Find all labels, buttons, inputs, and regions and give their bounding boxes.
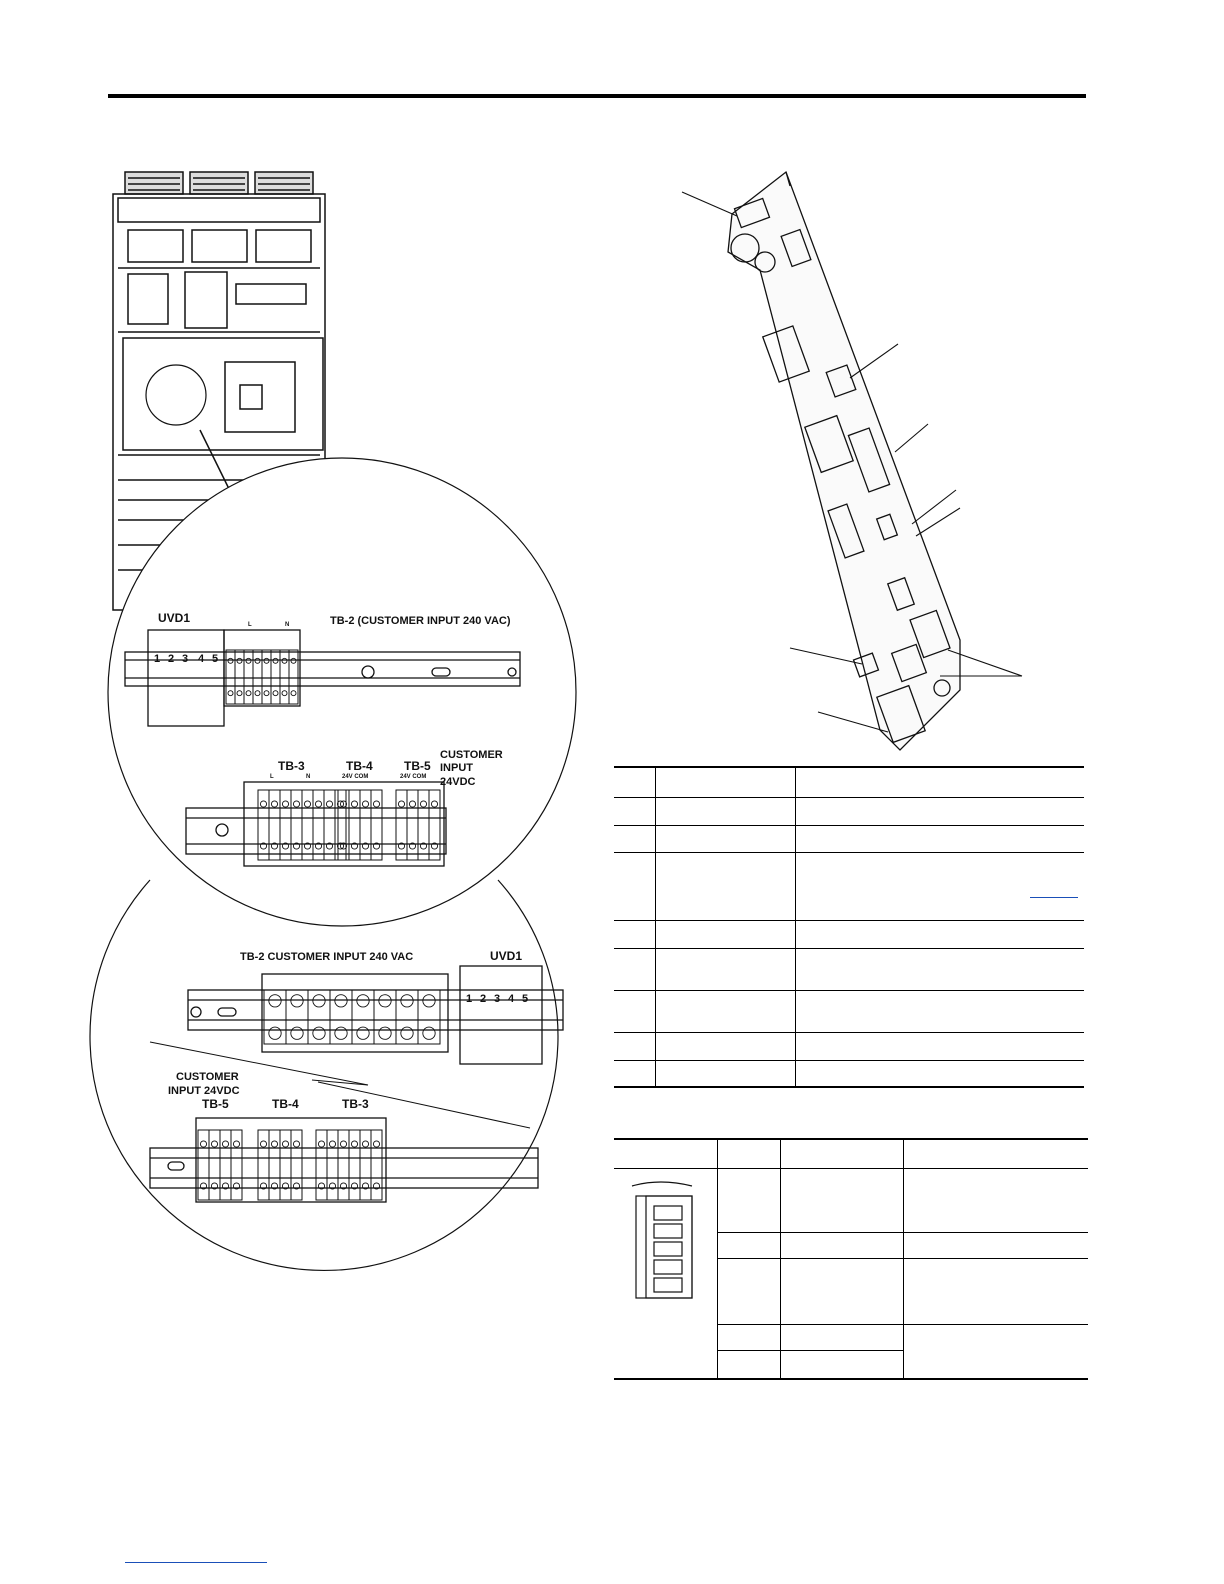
tb2-label-upper: TB-2 (CUSTOMER INPUT 240 VAC) — [330, 615, 511, 627]
customer-24vdc-upper-l3: 24VDC — [440, 776, 476, 788]
uvd1-label-lower: UVD1 — [490, 949, 523, 963]
uvd1-num-4: 4 — [198, 653, 205, 665]
tb3-label-lower: TB-3 — [342, 1097, 369, 1111]
customer-24vdc-upper-l1: CUSTOMER — [440, 749, 503, 761]
uvd1-num-lower-4: 4 — [508, 993, 515, 1005]
tb2-l-marker: L — [248, 622, 252, 628]
tb4-label-lower: TB-4 — [272, 1097, 299, 1111]
uvd1-num-1: 1 — [154, 653, 161, 665]
tb4-label-upper: TB-4 — [346, 759, 373, 773]
customer-24vdc-lower-l2: INPUT 24VDC — [168, 1085, 240, 1097]
tb5-label-lower: TB-5 — [202, 1097, 229, 1111]
footer-link-underline[interactable] — [125, 1562, 267, 1563]
customer-24vdc-lower-l1: CUSTOMER — [176, 1071, 239, 1083]
uvd1-num-2: 2 — [168, 653, 175, 665]
tb2-n-marker: N — [285, 622, 290, 628]
tb3-l-marker: L — [270, 774, 274, 780]
uvd1-label-upper: UVD1 — [158, 611, 191, 625]
tb3-label-upper: TB-3 — [278, 759, 305, 773]
uvd1-num-lower-1: 1 — [466, 993, 473, 1005]
tb2-label-lower: TB-2 CUSTOMER INPUT 240 VAC — [240, 951, 414, 963]
tb5-label-upper: TB-5 — [404, 759, 431, 773]
uvd1-num-lower-5: 5 — [522, 993, 529, 1005]
uvd1-num-3: 3 — [182, 653, 189, 665]
tb3-n-marker: N — [306, 774, 311, 780]
tb5-sub-marker: 24V COM — [400, 774, 427, 780]
customer-24vdc-upper-l2: INPUT — [440, 762, 473, 774]
tb4-sub-marker: 24V COM — [342, 774, 369, 780]
uvd1-num-lower-2: 2 — [480, 993, 487, 1005]
uvd1-num-5: 5 — [212, 653, 219, 665]
uvd1-num-lower-3: 3 — [494, 993, 501, 1005]
